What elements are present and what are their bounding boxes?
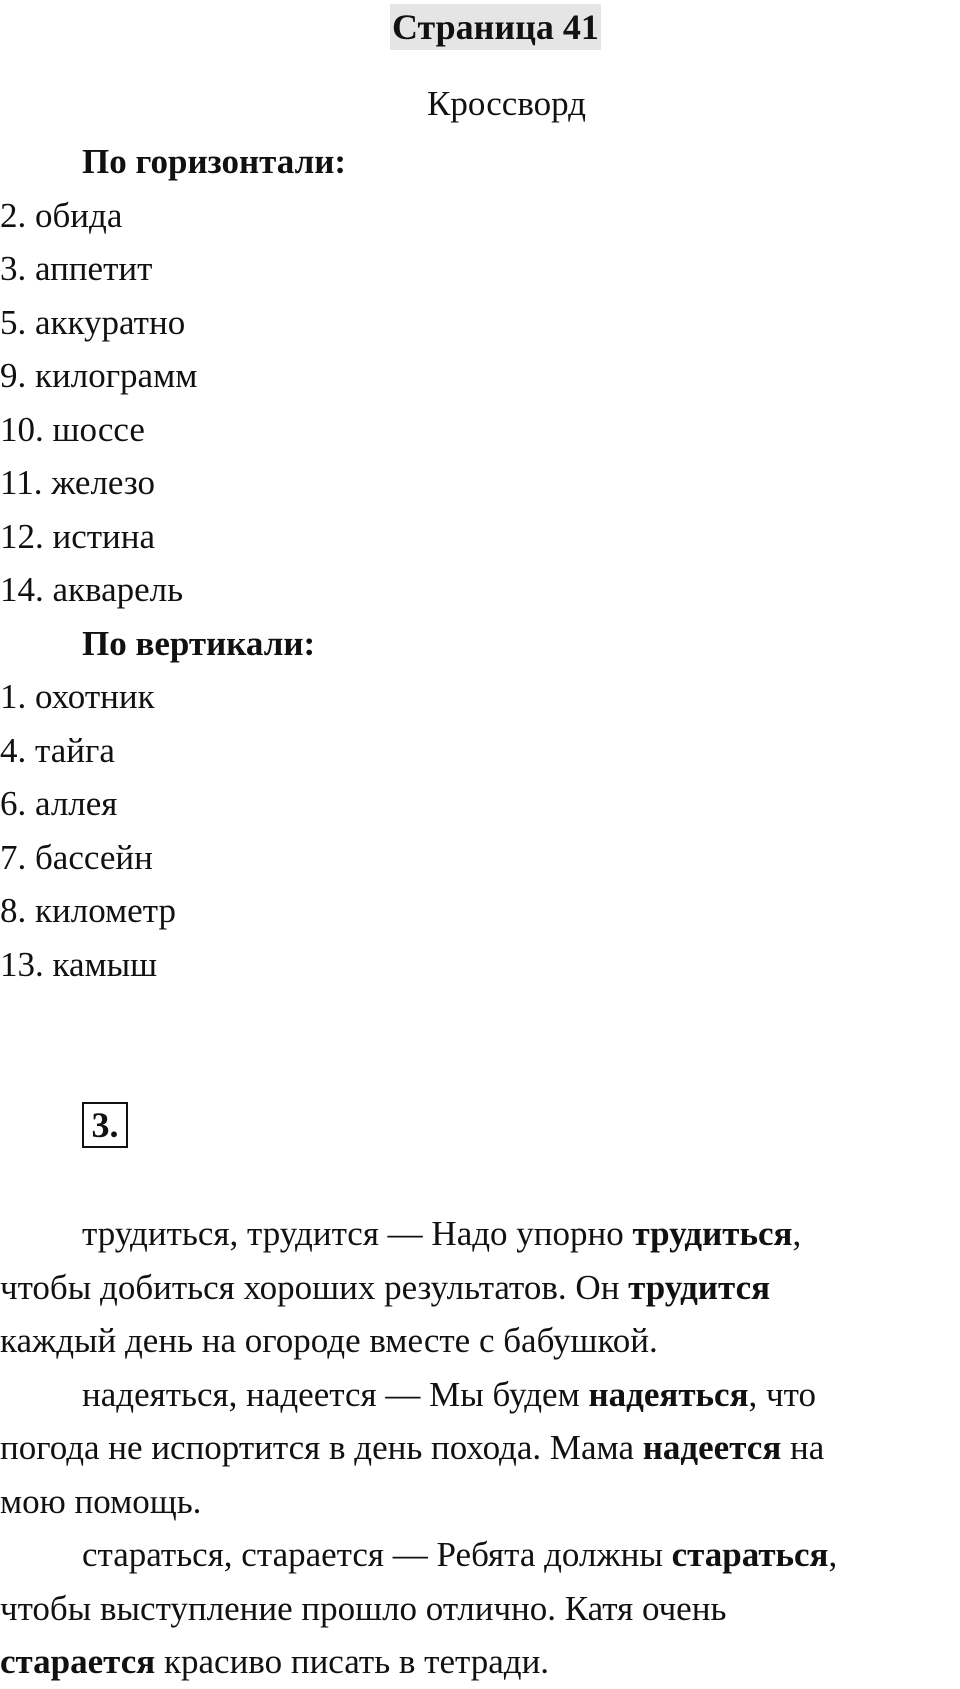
list-item: 14. акварель bbox=[0, 570, 184, 609]
answer-bold-word: стараться bbox=[671, 1535, 829, 1574]
answer-text: надеяться, надеется — Мы будем bbox=[82, 1374, 589, 1414]
answer-text: красиво писать в тетради. bbox=[155, 1642, 550, 1681]
answer-bold-word: старается bbox=[0, 1642, 156, 1681]
list-item: 1. охотник bbox=[0, 677, 155, 716]
horizontal-list bbox=[0, 189, 960, 617]
page-title: Страница 41 bbox=[390, 4, 601, 50]
crossword-title: Кроссворд bbox=[427, 84, 586, 123]
answer-text: каждый день на огороде вместе с бабушкой. bbox=[0, 1321, 658, 1360]
answer-bold-word: трудится bbox=[628, 1267, 771, 1307]
vertical-heading: По вертикали: bbox=[82, 623, 316, 663]
list-item: 2. обида bbox=[0, 195, 123, 235]
answer-paragraph bbox=[0, 1528, 960, 1689]
answer-bold-word: надеется bbox=[642, 1428, 782, 1467]
answer-text: на мою помощь. bbox=[0, 1428, 825, 1521]
answer-bold-word: трудиться bbox=[632, 1214, 793, 1253]
list-item: 10. шоссе bbox=[0, 409, 145, 449]
answer-paragraph bbox=[0, 1207, 960, 1368]
list-item: 8. километр bbox=[0, 891, 176, 930]
list-item: 6. аллея bbox=[0, 784, 118, 823]
horizontal-heading: По горизонтали: bbox=[82, 142, 347, 181]
answers-section bbox=[0, 1207, 960, 1689]
list-item: 12. истина bbox=[0, 516, 156, 556]
answer-text: , чтобы добиться хороших результатов. Он bbox=[0, 1214, 802, 1307]
answer-text: , что погода не испортится в день похода. Мама bbox=[0, 1374, 816, 1467]
answer-text: трудиться, трудится — Надо упорно bbox=[82, 1214, 633, 1253]
task-number-box: 3. bbox=[82, 1102, 128, 1148]
answer-text: , чтобы выступление прошло отлично. Катя очень bbox=[0, 1535, 838, 1628]
answer-paragraph bbox=[0, 1368, 960, 1529]
list-item: 11. железо bbox=[0, 463, 156, 502]
list-item: 13. камыш bbox=[0, 944, 158, 984]
list-item: 4. тайга bbox=[0, 730, 115, 770]
answer-bold-word: надеяться bbox=[588, 1374, 749, 1414]
vertical-list bbox=[0, 670, 960, 991]
list-item: 3. аппетит bbox=[0, 249, 153, 288]
answer-text: стараться, старается — Ребята должны bbox=[82, 1535, 672, 1574]
list-item: 7. бассейн bbox=[0, 837, 153, 877]
list-item: 5. аккуратно bbox=[0, 302, 186, 342]
list-item: 9. килограмм bbox=[0, 356, 198, 395]
